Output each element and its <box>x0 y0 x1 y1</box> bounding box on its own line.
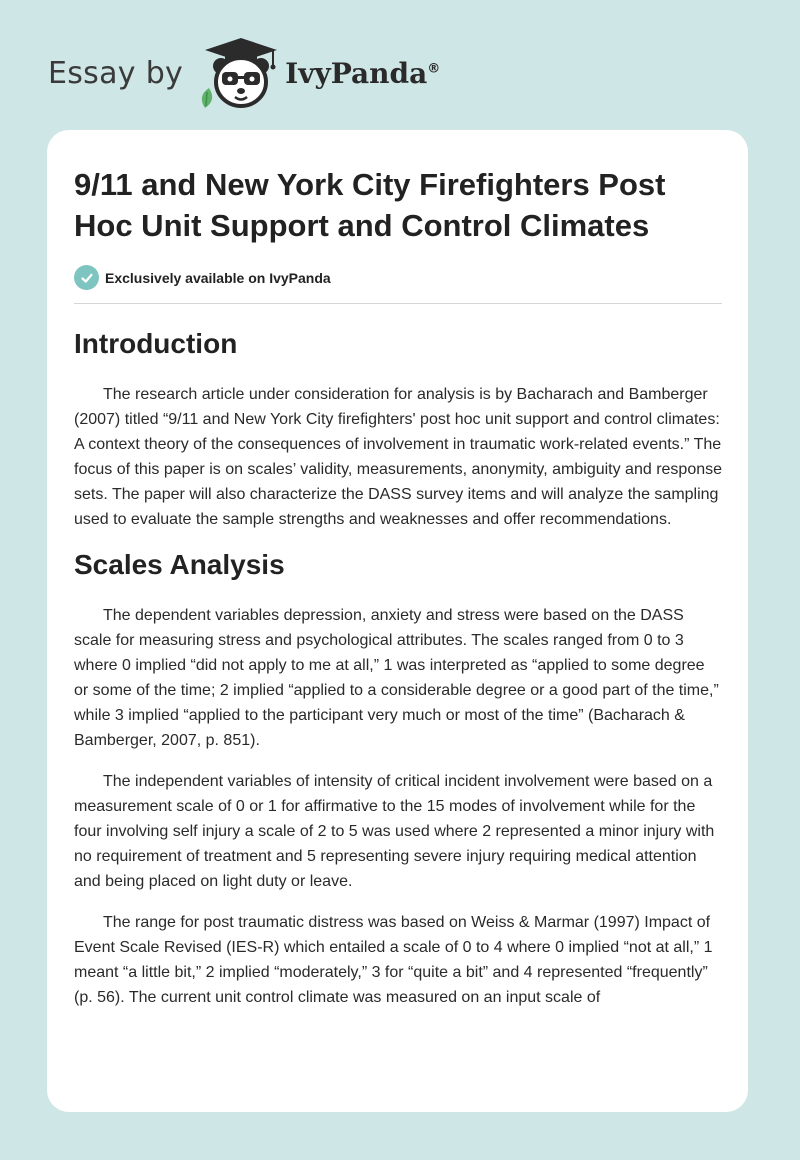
check-icon <box>74 265 99 290</box>
brand-prefix: Essay by <box>48 55 184 91</box>
exclusive-label: Exclusively available on IvyPanda <box>105 269 331 286</box>
article-card <box>47 130 748 1112</box>
registered-mark: ® <box>427 61 441 77</box>
site-header <box>48 36 440 110</box>
section-heading-introduction: Introduction <box>74 328 238 359</box>
brand-name[interactable] <box>285 57 440 90</box>
panda-logo-icon[interactable] <box>195 36 283 110</box>
paragraph: The independent variables of intensity of critical incident involvement were based on a measurement scale of 0 or 1 for affirmative to the 15 modes of involvement while for the four involving self injury a scale of 2 to 5 was used where 2 represented a minor injury with no requirement of treatment and 5 representing severe injury requiring medical attention and being placed on light duty or leave. <box>74 773 715 890</box>
section-heading-scales-analysis: Scales Analysis <box>74 549 285 580</box>
paragraph: The range for post traumatic distress was based on Weiss & Marmar (1997) Impact of Event Scale Revised (IES-R) which entailed a scale of 0 to 4 where 0 implied “not at all,” 1 meant “a little bit,” 2 implied “moderately,” 3 for “quite a bit” and 4 represented “frequently” (p. 56). The current unit control climate was measured on an input scale of <box>74 914 713 1006</box>
title-divider <box>74 303 722 304</box>
exclusive-badge <box>74 265 722 290</box>
brand-name-text: IvyPanda <box>285 56 428 90</box>
paragraph: The dependent variables depression, anxiety and stress were based on the DASS scale for measuring stress and psychological attributes. The scales ranged from 0 to 3 where 0 implied “did not apply to me at all,” 1 was interpreted as “applied to some degree or some of the time; 2 implied “applied to a considerable degree or a good part of the time,” while 3 implied “applied to the participant very much or most of the time” (Bacharach & Bamberger, 2007, p. 851). <box>74 607 719 749</box>
paragraph: The research article under consideration for analysis is by Bacharach and Bamberger (2007) titled “9/11 and New York City firefighters' post hoc unit support and control climates: A context theory of the consequences of involvement in traumatic work-related events.” The focus of this paper is on scales’ validity, measurements, anonymity, ambiguity and response sets. The paper will also characterize the DASS survey items and will analyze the sampling used to evaluate the sample strengths and weaknesses and offer recommendations. <box>74 386 723 528</box>
article-title: 9/11 and New York City Firefighters Post Hoc Unit Support and Control Climates <box>74 167 666 243</box>
